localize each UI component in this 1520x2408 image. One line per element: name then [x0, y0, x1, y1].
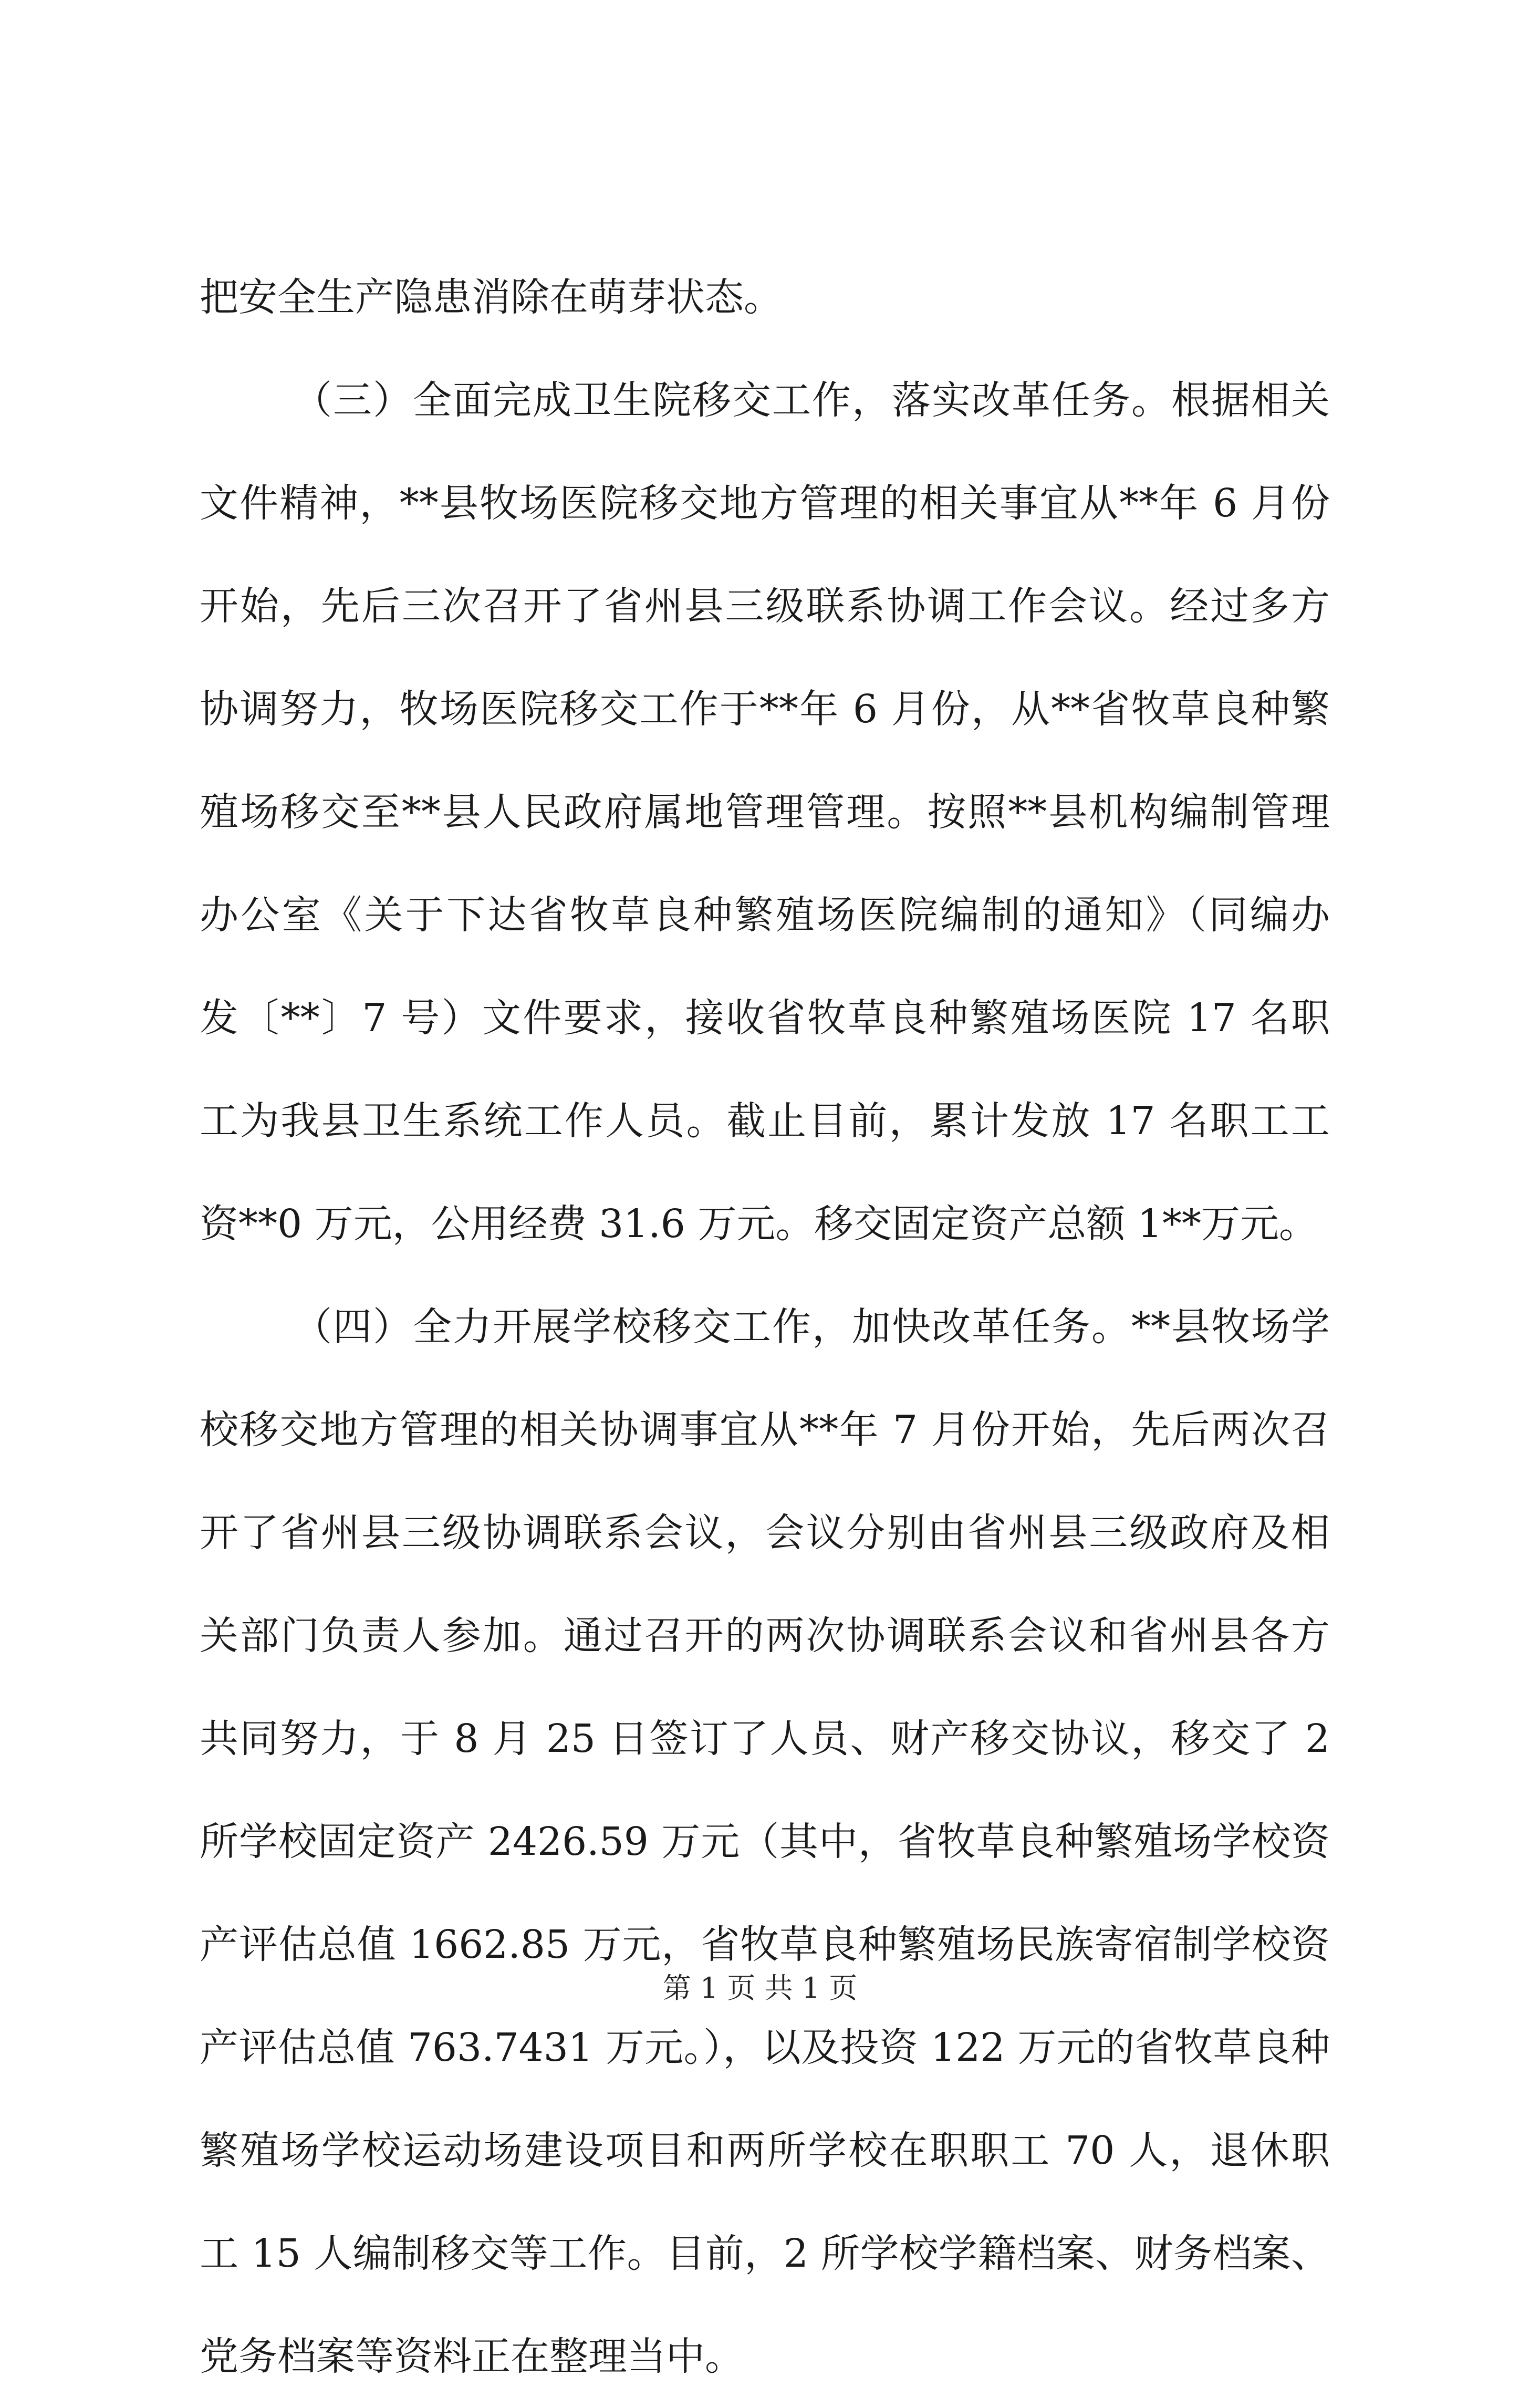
- paragraph-line: 办公室《关于下达省牧草良种繁殖场医院编制的通知》（同编办: [200, 892, 1330, 938]
- paragraph-line: 把安全生产隐患消除在萌芽状态。: [200, 275, 783, 320]
- paragraph-line: 党务档案等资料正在整理当中。: [200, 2334, 744, 2379]
- paragraph-line: 工为我县卫生系统工作人员。截止目前，累计发放 17 名职工工: [200, 1098, 1330, 1144]
- document-body: [200, 246, 1330, 2408]
- paragraph-line: 工 15 人编制移交等工作。目前，2 所学校学籍档案、财务档案、: [200, 2231, 1330, 2276]
- paragraph-line: 所学校固定资产 2426.59 万元（其中，省牧草良种繁殖场学校资: [200, 1819, 1330, 1864]
- paragraph-line: （四）全力开展学校移交工作，加快改革任务。**县牧场学: [293, 1304, 1330, 1350]
- paragraph-line: 校移交地方管理的相关协调事宜从**年 7 月份开始，先后两次召: [200, 1407, 1330, 1452]
- paragraph-line: 共同努力，于 8 月 25 日签订了人员、财产移交协议，移交了 2: [200, 1716, 1330, 1761]
- paragraph-line: 开了省州县三级协调联系会议，会议分别由省州县三级政府及相: [200, 1510, 1330, 1555]
- paragraph-line: 殖场移交至**县人民政府属地管理管理。按照**县机构编制管理: [200, 790, 1330, 835]
- paragraph-line: 关部门负责人参加。通过召开的两次协调联系会议和省州县各方: [200, 1613, 1330, 1658]
- paragraph-line: 开始，先后三次召开了省州县三级联系协调工作会议。经过多方: [200, 584, 1330, 629]
- page-number-footer: 第 1 页 共 1 页: [662, 1971, 858, 2005]
- paragraph-line: 发〔**〕7 号）文件要求，接收省牧草良种繁殖场医院 17 名职: [200, 995, 1330, 1041]
- paragraph-line: 产评估总值 763.7431 万元。），以及投资 122 万元的省牧草良种: [200, 2025, 1330, 2070]
- paragraph-line: 繁殖场学校运动场建设项目和两所学校在职职工 70 人，退休职: [200, 2128, 1330, 2173]
- paragraph-line: （三）全面完成卫生院移交工作，落实改革任务。根据相关: [293, 378, 1330, 423]
- paragraph-line: 产评估总值 1662.85 万元，省牧草良种繁殖场民族寄宿制学校资: [200, 1922, 1330, 1967]
- paragraph-line: 协调努力，牧场医院移交工作于**年 6 月份，从**省牧草良种繁: [200, 687, 1330, 732]
- paragraph-line: 资**0 万元，公用经费 31.6 万元。移交固定资产总额 1**万元。: [200, 1201, 1318, 1247]
- paragraph-line: 文件精神，**县牧场医院移交地方管理的相关事宜从**年 6 月份: [200, 481, 1330, 526]
